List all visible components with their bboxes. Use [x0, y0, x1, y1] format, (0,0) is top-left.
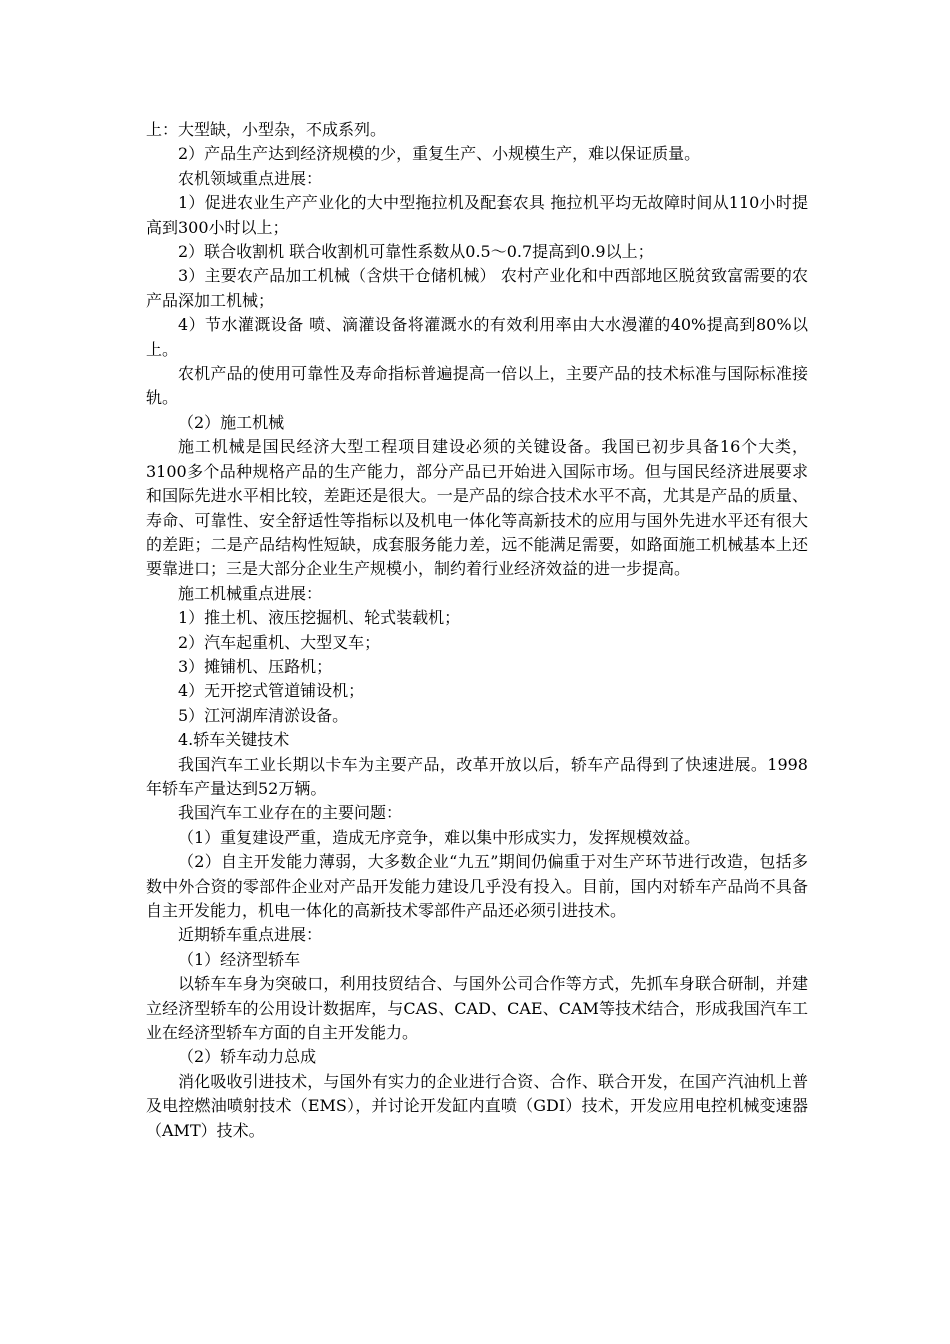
section-heading: 近期轿车重点进展：: [178, 925, 323, 945]
list-item: 4）节水灌溉设备 喷、滴灌设备将灌溉水的有效利用率由大水漫灌的40%提高到80%以上。: [146, 315, 808, 359]
paragraph: 我国汽车工业存在的主要问题：: [178, 803, 403, 823]
paragraph: 农机产品的使用可靠性及寿命指标普遍提高一倍以上，主要产品的技术标准与国际标准接轨。: [146, 364, 808, 408]
section-heading: 4.轿车关键技术: [178, 730, 290, 750]
list-item: 3）主要农产品加工机械（含烘干仓储机械） 农村产业化和中西部地区脱贫致富需要的农产品深加工机械；: [146, 266, 808, 310]
paragraph: 2）产品生产达到经济规模的少，重复生产、小规模生产，难以保证质量。: [178, 144, 701, 164]
section-heading: 农机领域重点进展：: [178, 168, 323, 188]
paragraph: 施工机械是国民经济大型工程项目建设必须的关键设备。我国已初步具备16个大类，3100多个品种规格产品的生产能力，部分产品已开始进入国际市场。但与国民经济进展要求和国际先进水平相比较，差距还是很大。一是产品的综合技术水平不高，尤其是产品的质量、寿命、可靠性、安全舒适性等指标以及机电一体化等高新技术的应用与国外先进水平还有很大的差距；二是产品结构性短缺，成套服务能力差，远不能满足需要，如路面施工机械基本上还要靠进口；三是大部分企业生产规模小，制约着行业经济效益的进一步提高。: [146, 437, 808, 579]
document-body: [146, 118, 808, 1143]
list-item: （1）重复建设严重，造成无序竞争，难以集中形成实力，发挥规模效益。: [178, 827, 701, 847]
list-item: 2）联合收割机 联合收割机可靠性系数从0.5～0.7提高到0.9以上；: [178, 242, 654, 262]
section-heading: 施工机械重点进展：: [178, 583, 323, 603]
list-item: 1）促进农业生产产业化的大中型拖拉机及配套农具 拖拉机平均无故障时间从110小时提高到300小时以上；: [146, 193, 808, 237]
list-item: 3）摊铺机、压路机；: [178, 656, 333, 676]
paragraph: 上：大型缺，小型杂，不成系列。: [146, 120, 387, 139]
section-heading: （1）经济型轿车: [178, 949, 301, 969]
list-item: 1）推土机、液压挖掘机、轮式装载机；: [178, 608, 461, 628]
list-item: （2）自主开发能力薄弱，大多数企业“九五”期间仍偏重于对生产环节进行改造，包括多数中外合资的零部件企业对产品开发能力建设几乎没有投入。目前，国内对轿车产品尚不具备自主开发能力，机电一体化的高新技术零部件产品还必须引进技术。: [146, 852, 808, 920]
list-item: 5）江河湖库清淤设备。: [178, 705, 349, 725]
paragraph: 以轿车车身为突破口，利用技贸结合、与国外公司合作等方式，先抓车身联合研制，并建立经济型轿车的公用设计数据库，与CAS、CAD、CAE、CAM等技术结合，形成我国汽车工业在经济型轿车方面的自主开发能力。: [146, 974, 808, 1043]
list-item: 4）无开挖式管道铺设机；: [178, 681, 365, 701]
paragraph: 消化吸收引进技术，与国外有实力的企业进行合资、合作、联合开发，在国产汽油机上普及电控燃油喷射技术（EMS），并讨论开发缸内直喷（GDI）技术，开发应用电控机械变速器（AMT）技术。: [146, 1071, 808, 1140]
paragraph: 我国汽车工业长期以卡车为主要产品，改革开放以后，轿车产品得到了快速进展。1998年轿车产量达到52万辆。: [146, 754, 808, 798]
list-item: 2）汽车起重机、大型叉车；: [178, 632, 381, 652]
section-heading: （2）轿车动力总成: [178, 1047, 317, 1067]
section-heading: （2）施工机械: [178, 412, 285, 432]
